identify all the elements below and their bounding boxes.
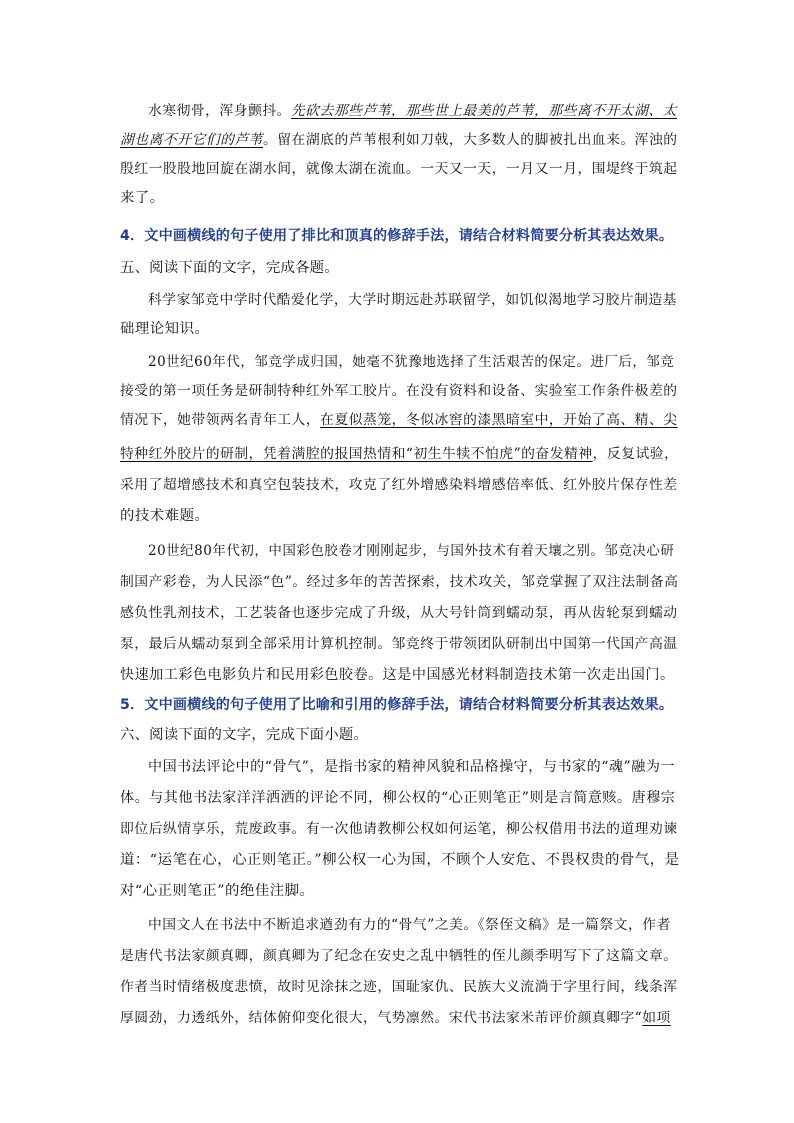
underlined-sentence: 先砍去那些芦苇，那些世上最美的芦苇，那些离不开太湖、太 [290, 103, 677, 119]
paragraph-text: 情况下，她带领两名青年工人， [120, 412, 321, 428]
paragraph-line: 感负性乳剂技术，工艺装备也逐步完成了升级，从大号针筒到蠕动泵，再从齿轮泵到蠕动 [120, 605, 678, 621]
paragraph-line: 作者当时情绪极度悲愤，故时见涂抹之迹，国耻家仇、民族大义流淌于字里行间，线条浑 [120, 979, 678, 995]
section-5-title: 五、阅读下面的文字，完成各题。 [120, 260, 339, 276]
paragraph-line: 即位后纵情享乐，荒废政事。有一次他请教柳公权如何运笔，柳公权借用书法的道理劝谏 [120, 821, 678, 837]
paragraph-line: 道：“运笔在心，心正则笔正。”柳公权一心为国，不顾个人安危、不畏权贵的骨气，是 [120, 852, 680, 868]
passage-line [120, 126, 680, 155]
paragraph-line: 的技术难题。 [120, 508, 210, 524]
paragraph-line: 中国文人在书法中不断追求遒劲有力的“骨气”之美。《祭侄文稿》是一篇祭文，作者 [148, 917, 671, 933]
question-5: 5．文中画横线的句子使用了比喻和引用的修辞手法，请结合材料简要分析其表达效果。 [120, 697, 674, 713]
underlined-sentence: 特种红外胶片的研制，凭着满腔的报国热情和“初生牛犊不怕虎”的奋发精神 [120, 446, 593, 462]
underlined-sentence: 如项 [642, 1010, 671, 1026]
underlined-sentence: 在夏似蒸笼，冬似冰窖的漆黑暗室中，开始了高、精、尖 [320, 412, 678, 428]
paragraph-line: 是唐代书法家颜真卿，颜真卿为了纪念在安史之乱中牺牲的侄儿颜季明写下了这篇文章。 [120, 948, 678, 964]
paragraph-line [120, 440, 680, 469]
passage-line [148, 97, 680, 126]
paragraph-line: 采用了超增感技术和真空包装技术，攻克了红外增感染料增感倍率低、红外胶片保存性差 [120, 477, 678, 493]
paragraph-line: 体。与其他书法家洋洋洒洒的评论不同，柳公权的“心正则笔正”则是言简意赅。唐穆宗 [120, 790, 676, 806]
paragraph-line: 对“心正则笔正”的绝佳注脚。 [120, 883, 315, 899]
paragraph-line: 中国书法评论中的“骨气”，是指书家的精神风貌和品格操守，与书家的“魂”融为一 [148, 759, 676, 775]
paragraph-line: 快速加工彩色电影负片和民用彩色胶卷。这是中国感光材料制造技术第一次走出国门。 [120, 667, 675, 683]
paragraph-line: 泵，最后从蠕动泵到全部采用计算机控制。邹竞终于带领团队研制出中国第一代国产高温 [120, 636, 678, 652]
paragraph-text: ，反复试验， [592, 446, 679, 462]
paragraph-line: 20世纪80年代初，中国彩色胶卷才刚刚起步，与国外技术有着天壤之别。邹竞决心研 [148, 543, 675, 559]
section-6-title: 六、阅读下面的文字，完成下面小题。 [120, 727, 369, 743]
passage-text: 。留在湖底的芦苇根利如刀戟，大多数人的脚被扎出血来。浑浊的 [262, 132, 678, 148]
passage-text: 水寒彻骨，浑身颤抖。 [148, 103, 291, 119]
paragraph-text: 厚圆劲，力透纸外，结体俯仰变化很大，气势凛然。宋代书法家米芾评价颜真卿字“ [120, 1010, 643, 1026]
underlined-sentence: 湖也离不开它们的芦苇 [120, 132, 263, 148]
question-4: 4．文中画横线的句子使用了排比和顶真的修辞手法，请结合材料简要分析其表达效果。 [120, 228, 674, 244]
paragraph-line [120, 406, 680, 435]
passage-line: 殷红一股股地回旋在湖水间，就像太湖在流血。一天又一天，一月又一月，围堤终于筑起 [120, 161, 678, 177]
paragraph-line: 础理论知识。 [120, 321, 210, 337]
passage-line: 来了。 [120, 190, 165, 206]
paragraph-line: 接受的第一项任务是研制特种红外军工胶片。在没有资料和设备、实验室工作条件极差的 [120, 383, 678, 399]
paragraph-line: 20世纪60年代，邹竞学成归国，她毫不犹豫地选择了生活艰苦的保定。进厂后，邹竞 [148, 354, 675, 370]
paragraph-line [120, 1004, 680, 1033]
paragraph-line: 科学家邹竞中学时代酷爱化学，大学时期远赴苏联留学，如饥似渴地学习胶片制造基 [148, 292, 677, 308]
paragraph-line: 制国产彩卷，为人民添“色”。经过多年的苦苦探索，技术攻关，邹竞掌握了双注法制备高 [120, 574, 679, 590]
